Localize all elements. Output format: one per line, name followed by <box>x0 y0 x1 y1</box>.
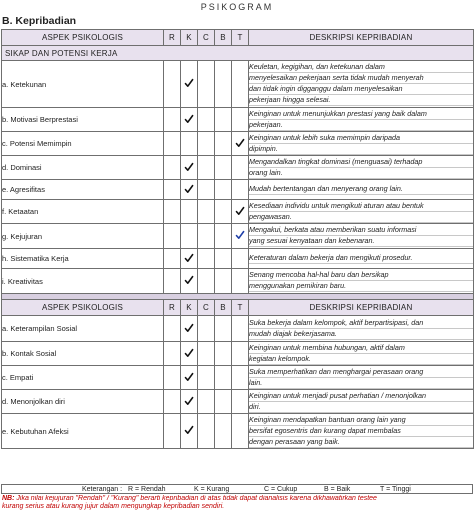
mark-cell-t <box>232 200 249 224</box>
aspect-label: i. Kreativitas <box>2 269 164 294</box>
mark-cell-b <box>215 390 232 414</box>
mark-cell-k <box>181 249 198 269</box>
description-line: bersifat egosentris dan kurang dapat membalas <box>249 426 473 437</box>
description <box>249 342 474 366</box>
mark-cell-t <box>232 132 249 156</box>
check-mark-icon <box>184 184 194 194</box>
mark-cell-t <box>232 316 249 342</box>
mark-cell-k <box>181 414 198 449</box>
aspect-label: c. Empati <box>2 366 164 390</box>
aspect-label: h. Sistematika Kerja <box>2 249 164 269</box>
aspect-label: e. Kebutuhan Afeksi <box>2 414 164 449</box>
mark-cell-r <box>164 132 181 156</box>
aspect-label: e. Agresifitas <box>2 180 164 200</box>
mark-cell-t <box>232 249 249 269</box>
mark-cell-k <box>181 390 198 414</box>
header-b: B <box>215 30 232 46</box>
mark-cell-c <box>198 224 215 249</box>
header-row <box>2 30 474 46</box>
description-line: pekerjaan hingga selesai. <box>249 95 473 106</box>
header-c: C <box>198 300 215 316</box>
section-title: B. Kepribadian <box>2 15 77 27</box>
mark-cell-c <box>198 132 215 156</box>
mark-cell-k <box>181 108 198 132</box>
description-line: orang lain. <box>249 168 473 179</box>
mark-cell-b <box>215 316 232 342</box>
description-line: yang sesuai kenyataan dan kebenaran. <box>249 236 473 247</box>
mark-cell-t <box>232 414 249 449</box>
group-sikap-title: SIKAP DAN POTENSI KERJA <box>2 46 474 61</box>
aspect-label: b. Kontak Sosial <box>2 342 164 366</box>
description-line: diri. <box>249 402 473 413</box>
footnote <box>2 495 474 511</box>
mark-cell-b <box>215 132 232 156</box>
mark-cell-k <box>181 316 198 342</box>
mark-cell-c <box>198 414 215 449</box>
aspect-label: c. Potensi Memimpin <box>2 132 164 156</box>
mark-cell-k <box>181 132 198 156</box>
aspect-label: d. Menonjolkan diri <box>2 390 164 414</box>
header-r: R <box>164 30 181 46</box>
mark-cell-r <box>164 224 181 249</box>
description <box>249 249 474 269</box>
mark-cell-r <box>164 249 181 269</box>
description-line: Senang mencoba hal-hal baru dan bersikap <box>249 270 473 281</box>
mark-cell-t <box>232 61 249 108</box>
description-line: pengawasan. <box>249 212 473 223</box>
description <box>249 200 474 224</box>
legend-cukup: C = Cukup <box>264 486 298 493</box>
mark-cell-b <box>215 156 232 180</box>
description <box>249 316 474 342</box>
legend-label: Keterangan : <box>82 486 123 493</box>
mark-cell-k <box>181 366 198 390</box>
mark-cell-r <box>164 108 181 132</box>
mark-cell-t <box>232 156 249 180</box>
table-row <box>2 390 474 414</box>
header-t: T <box>232 300 249 316</box>
mark-cell-b <box>215 180 232 200</box>
table-row <box>2 269 474 294</box>
table-row <box>2 249 474 269</box>
header-k: K <box>181 30 198 46</box>
description-line: Mengakui, berkata atau memberikan suatu informasi <box>249 225 473 236</box>
mark-cell-k <box>181 61 198 108</box>
check-mark-icon <box>184 348 194 358</box>
header-aspect: ASPEK PSIKOLOGIS <box>2 300 164 316</box>
description-line: Suka memperhatikan dan menghargai perasaan orang <box>249 367 473 378</box>
note-line-1: Jika nilai kejujuran "Rendah" / "Kurang" berarti kepribadian di atas tidak dapat dianalisis karena dikhawatirkan testee <box>16 495 377 502</box>
mark-cell-c <box>198 108 215 132</box>
description-line: Keinginan untuk menjadi pusat perhatian / menonjolkan <box>249 391 473 402</box>
mark-cell-b <box>215 249 232 269</box>
mark-cell-r <box>164 156 181 180</box>
description <box>249 224 474 249</box>
description-line: dengan perasaan yang baik. <box>249 437 473 448</box>
check-mark-icon <box>184 114 194 124</box>
mark-cell-k <box>181 200 198 224</box>
table-row <box>2 200 474 224</box>
mark-cell-c <box>198 390 215 414</box>
check-mark-icon <box>235 206 245 216</box>
header-c: C <box>198 30 215 46</box>
note-prefix: NB: <box>2 495 15 502</box>
header-t: T <box>232 30 249 46</box>
description-line: Keteraturan dalam bekerja dan mengikuti prosedur. <box>249 253 473 264</box>
psikogram-table <box>1 29 474 449</box>
mark-cell-c <box>198 180 215 200</box>
header-aspect: ASPEK PSIKOLOGIS <box>2 30 164 46</box>
mark-cell-r <box>164 390 181 414</box>
check-mark-icon <box>184 425 194 435</box>
description-line: Mudah bertentangan dan menyerang orang lain. <box>249 184 473 195</box>
description-line: Kesediaan individu untuk mengikuti aturan atau bentuk <box>249 201 473 212</box>
mark-cell-t <box>232 269 249 294</box>
page-title: PSIKOGRAM <box>200 2 274 12</box>
mark-cell-k <box>181 224 198 249</box>
table-row <box>2 156 474 180</box>
table-row <box>2 366 474 390</box>
check-mark-icon <box>184 275 194 285</box>
mark-cell-b <box>215 269 232 294</box>
check-mark-icon <box>184 372 194 382</box>
header-desc: DESKRIPSI KEPRIBADIAN <box>249 300 474 316</box>
mark-cell-k <box>181 156 198 180</box>
aspect-label: a. Keterampilan Sosial <box>2 316 164 342</box>
table-row <box>2 414 474 449</box>
mark-cell-c <box>198 156 215 180</box>
check-mark-icon <box>235 138 245 148</box>
mark-cell-b <box>215 200 232 224</box>
description-line: Keuletan, kegigihan, dan ketekunan dalam <box>249 62 473 73</box>
mark-cell-c <box>198 342 215 366</box>
description <box>249 180 474 200</box>
description-line: dipimpin. <box>249 144 473 155</box>
description <box>249 366 474 390</box>
mark-cell-r <box>164 414 181 449</box>
description-line: Keinginan mendapatkan bantuan orang lain yang <box>249 415 473 426</box>
mark-cell-c <box>198 269 215 294</box>
description-line: Mengandalkan tingkat dominasi (menguasai) terhadap <box>249 157 473 168</box>
mark-cell-t <box>232 390 249 414</box>
table-row <box>2 224 474 249</box>
mark-cell-b <box>215 108 232 132</box>
mark-cell-b <box>215 366 232 390</box>
header-desc: DESKRIPSI KEPRIBADIAN <box>249 30 474 46</box>
mark-cell-k <box>181 342 198 366</box>
header-b: B <box>215 300 232 316</box>
check-mark-icon <box>184 396 194 406</box>
table-row <box>2 108 474 132</box>
mark-cell-c <box>198 249 215 269</box>
table-row <box>2 342 474 366</box>
description <box>249 132 474 156</box>
mark-cell-c <box>198 61 215 108</box>
description-line: lain. <box>249 378 473 389</box>
header-k: K <box>181 300 198 316</box>
mark-cell-c <box>198 316 215 342</box>
mark-cell-r <box>164 180 181 200</box>
description-line: Keinginan untuk lebih suka memimpin daripada <box>249 133 473 144</box>
mark-cell-b <box>215 224 232 249</box>
table-row <box>2 132 474 156</box>
description <box>249 108 474 132</box>
note-line-2: kurang serius atau kurang jujur dalam mengungkap kepribadian sendiri. <box>2 503 225 510</box>
legend-rendah: R = Rendah <box>128 486 166 493</box>
description-line: mudah diajak bekerjasama. <box>249 329 473 340</box>
mark-cell-r <box>164 61 181 108</box>
description <box>249 414 474 449</box>
mark-cell-k <box>181 269 198 294</box>
mark-cell-b <box>215 414 232 449</box>
check-mark-icon <box>184 323 194 333</box>
aspect-label: a. Ketekunan <box>2 61 164 108</box>
check-mark-icon <box>184 78 194 88</box>
aspect-label: d. Dominasi <box>2 156 164 180</box>
description-line: menyelesaikan pekerjaan serta tidak mudah menyerah <box>249 73 473 84</box>
description-line: Keinginan untuk menunjukkan prestasi yang baik dalam <box>249 109 473 120</box>
description <box>249 269 474 294</box>
mark-cell-c <box>198 366 215 390</box>
mark-cell-t <box>232 366 249 390</box>
description-line: Suka bekerja dalam kelompok, aktif berpartisipasi, dan <box>249 318 473 329</box>
mark-cell-b <box>215 61 232 108</box>
legend <box>1 484 473 494</box>
table-row <box>2 316 474 342</box>
description <box>249 156 474 180</box>
aspect-label: g. Kejujuran <box>2 224 164 249</box>
table-row <box>2 61 474 108</box>
mark-cell-r <box>164 316 181 342</box>
description <box>249 61 474 108</box>
check-mark-icon <box>235 230 245 240</box>
mark-cell-t <box>232 224 249 249</box>
legend-kurang: K = Kurang <box>194 486 230 493</box>
mark-cell-t <box>232 108 249 132</box>
mark-cell-b <box>215 342 232 366</box>
mark-cell-t <box>232 342 249 366</box>
mark-cell-r <box>164 366 181 390</box>
description-line: pekerjaan. <box>249 120 473 131</box>
description-line: dan tidak ingin digganggu dalam menyelesaikan <box>249 84 473 95</box>
mark-cell-k <box>181 180 198 200</box>
legend-baik: B = Baik <box>324 486 351 493</box>
header-r: R <box>164 300 181 316</box>
mark-cell-r <box>164 342 181 366</box>
mark-cell-c <box>198 200 215 224</box>
aspect-label: f. Ketaatan <box>2 200 164 224</box>
aspect-label: b. Motivasi Berprestasi <box>2 108 164 132</box>
legend-tinggi: T = Tinggi <box>380 486 411 493</box>
mark-cell-r <box>164 269 181 294</box>
table-row <box>2 180 474 200</box>
mark-cell-r <box>164 200 181 224</box>
description <box>249 390 474 414</box>
check-mark-icon <box>184 162 194 172</box>
check-mark-icon <box>184 253 194 263</box>
header-row <box>2 300 474 316</box>
group-sikap <box>2 46 474 61</box>
description-line: Keinginan untuk membina hubungan, aktif dalam <box>249 343 473 354</box>
description-line: menggunakan pemikiran baru. <box>249 281 473 292</box>
mark-cell-t <box>232 180 249 200</box>
description-line: kegiatan kelompok. <box>249 354 473 365</box>
